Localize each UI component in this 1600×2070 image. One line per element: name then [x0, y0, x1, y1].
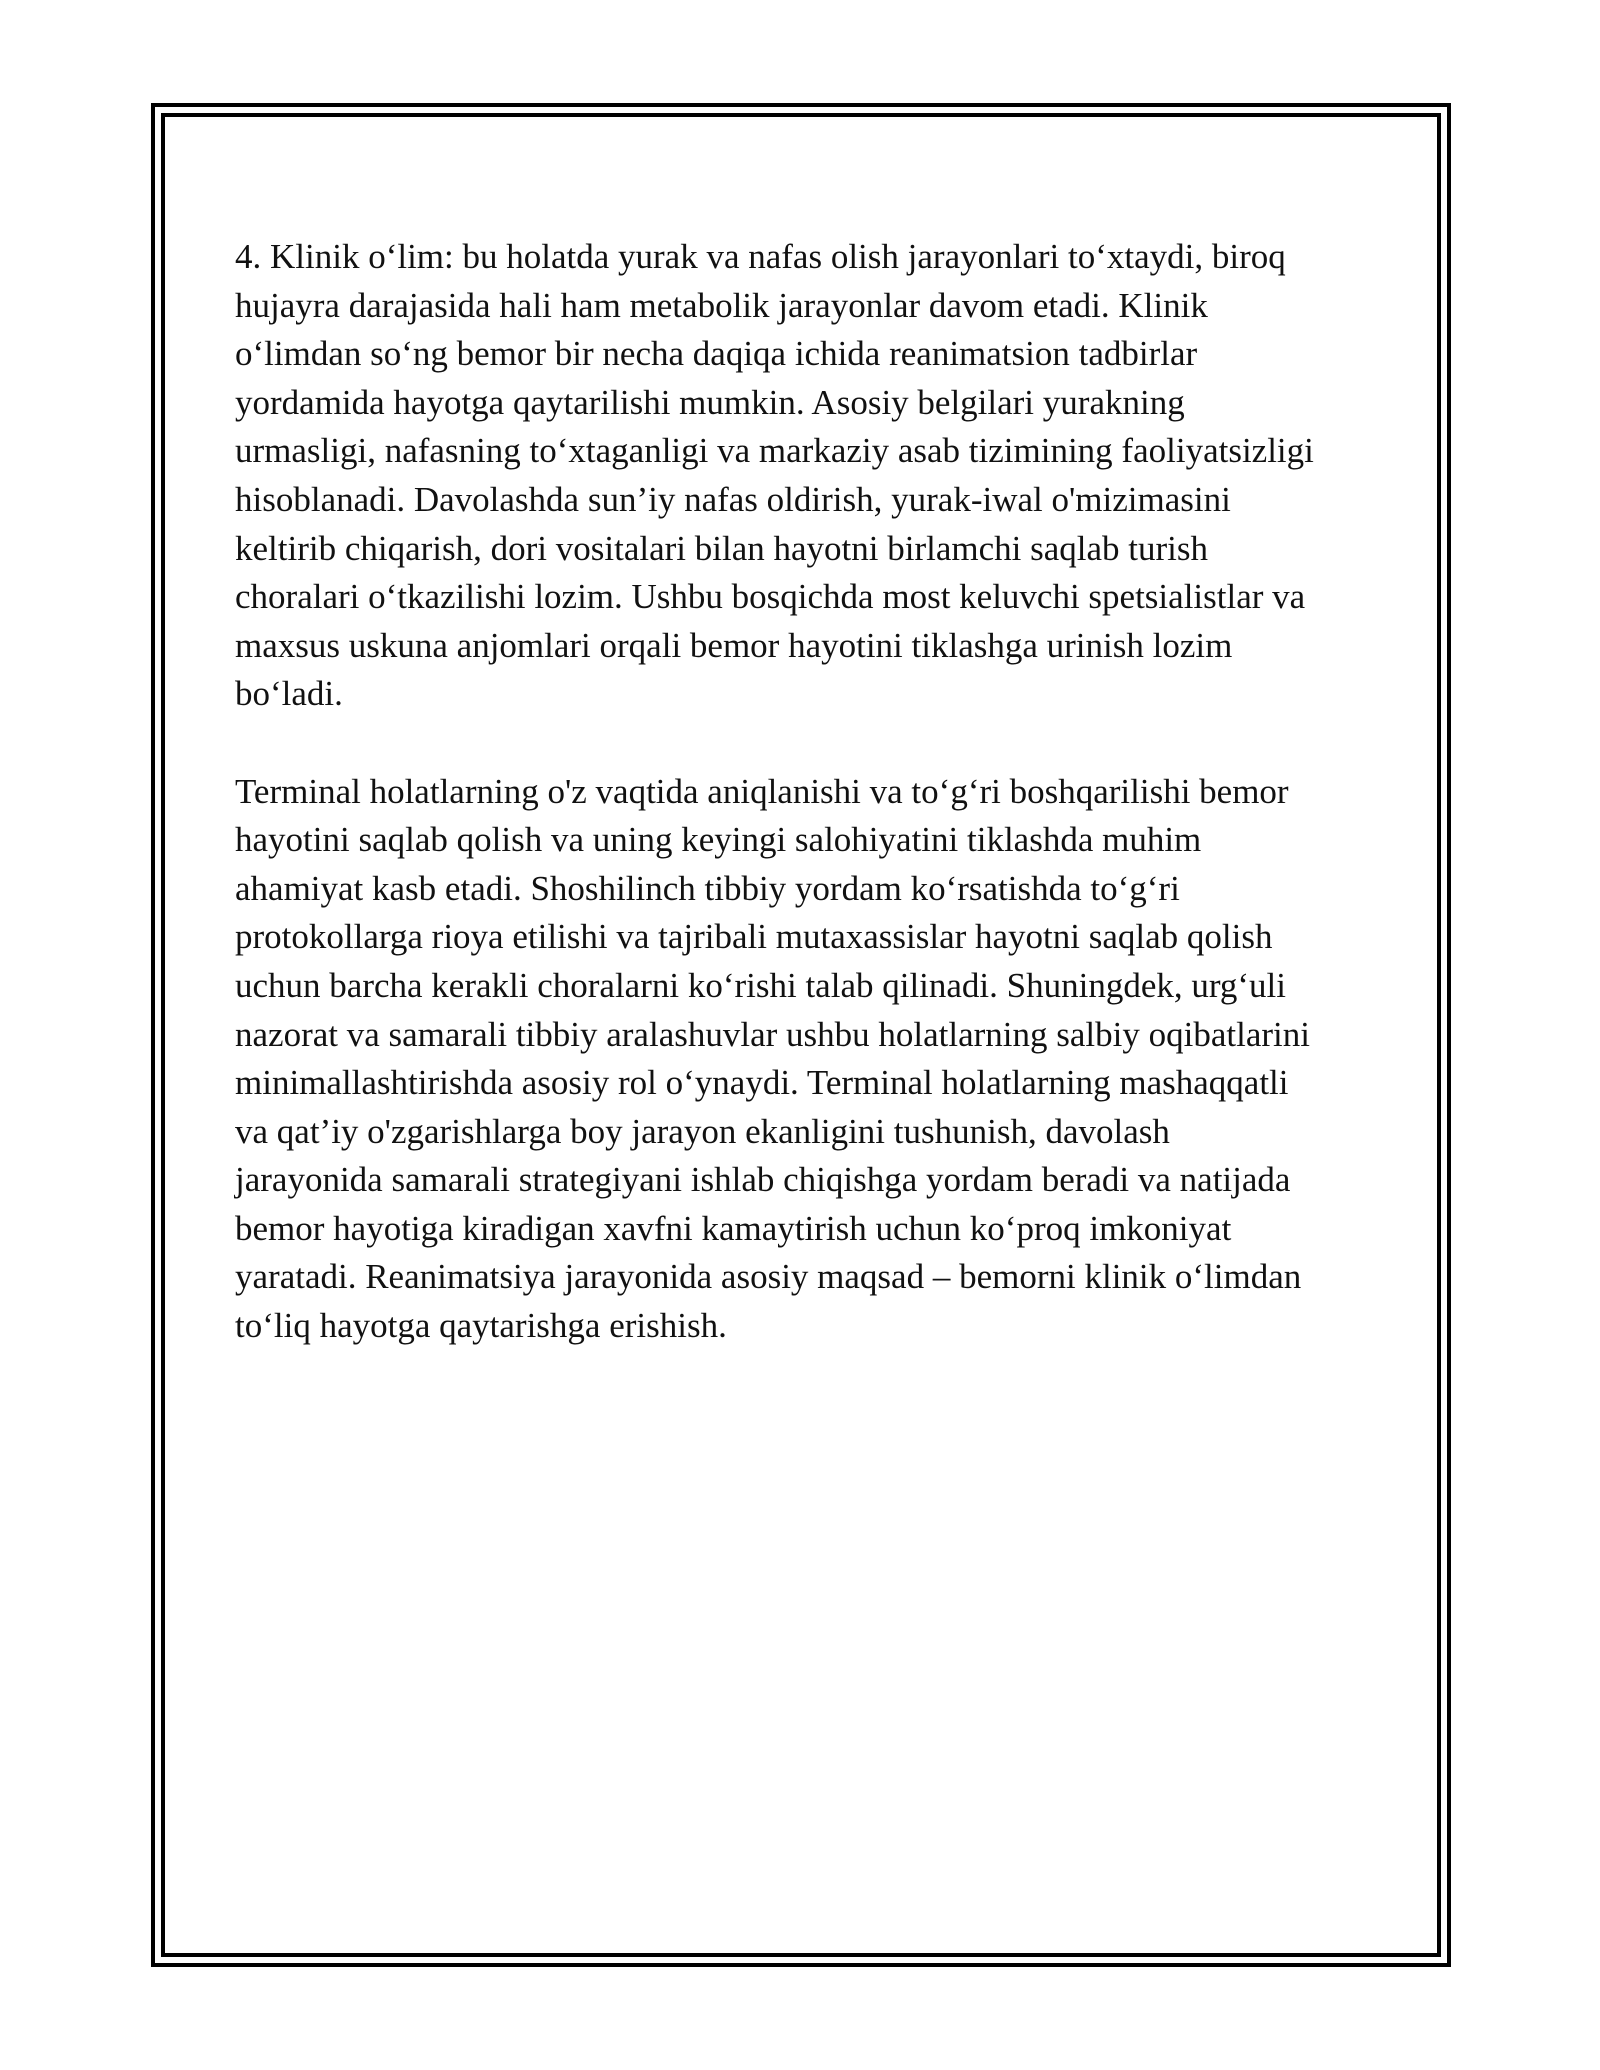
paragraph-clinical-death [235, 233, 1375, 719]
text-line: yaratadi. Reanimatsiya jarayonida asosiy maqsad – bemorni klinik o‘limdan [235, 1257, 1302, 1297]
text-line: minimallashtirishda asosiy rol o‘ynaydi. Terminal holatlarning mashaqqatli [235, 1063, 1289, 1103]
text-line: nazorat va samarali tibbiy aralashuvlar ushbu holatlarning salbiy oqibatlarini [235, 1014, 1310, 1054]
text-line: choralari o‘tkazilishi lozim. Ushbu bosqichda most keluvchi spetsialistlar va [235, 577, 1306, 617]
text-line: va qat’iy o'zgarishlarga boy jarayon ekanligini tushunish, davolash [235, 1111, 1170, 1151]
text-line: maxsus uskuna anjomlari orqali bemor hayotini tiklashga urinish lozim [235, 625, 1233, 665]
text-line: hayotini saqlab qolish va uning keyingi salohiyatini tiklashda muhim [235, 820, 1202, 860]
text-line: Terminal holatlarning o'z vaqtida aniqlanishi va to‘g‘ri boshqarilishi bemor [235, 771, 1289, 811]
text-line: hujayra darajasida hali ham metabolik jarayonlar davom etadi. Klinik [235, 285, 1208, 325]
text-line: to‘liq hayotga qaytarishga erishish. [235, 1306, 727, 1346]
document-body [235, 233, 1375, 1351]
text-line: protokollarga rioya etilishi va tajribali mutaxassislar hayotni saqlab qolish [235, 917, 1273, 957]
text-line: jarayonida samarali strategiyani ishlab chiqishga yordam beradi va natijada [235, 1160, 1291, 1200]
text-line: urmasligi, nafasning to‘xtaganligi va markaziy asab tizimining faoliyatsizligi [235, 431, 1314, 471]
text-line: bemor hayotiga kiradigan xavfni kamaytirish uchun ko‘proq imkoniyat [235, 1208, 1232, 1248]
text-line: bo‘ladi. [235, 674, 343, 714]
text-line: keltirib chiqarish, dori vositalari bilan hayotni birlamchi saqlab turish [235, 528, 1208, 568]
text-line: uchun barcha kerakli choralarni ko‘rishi talab qilinadi. Shuningdek, urg‘uli [235, 965, 1287, 1005]
text-line: hisoblanadi. Davolashda sun’iy nafas oldirish, yurak-iwal o'mizimasini [235, 479, 1231, 519]
text-line: o‘limdan so‘ng bemor bir necha daqiqa ichida reanimatsion tadbirlar [235, 334, 1198, 374]
text-line: 4. Klinik o‘lim: bu holatda yurak va nafas olish jarayonlari to‘xtaydi, biroq [235, 237, 1286, 276]
text-line: yordamida hayotga qaytarilishi mumkin. Asosiy belgilari yurakning [235, 382, 1185, 422]
text-line: ahamiyat kasb etadi. Shoshilinch tibbiy yordam ko‘rsatishda to‘g‘ri [235, 868, 1180, 908]
paragraph-terminal-states [235, 768, 1375, 1351]
